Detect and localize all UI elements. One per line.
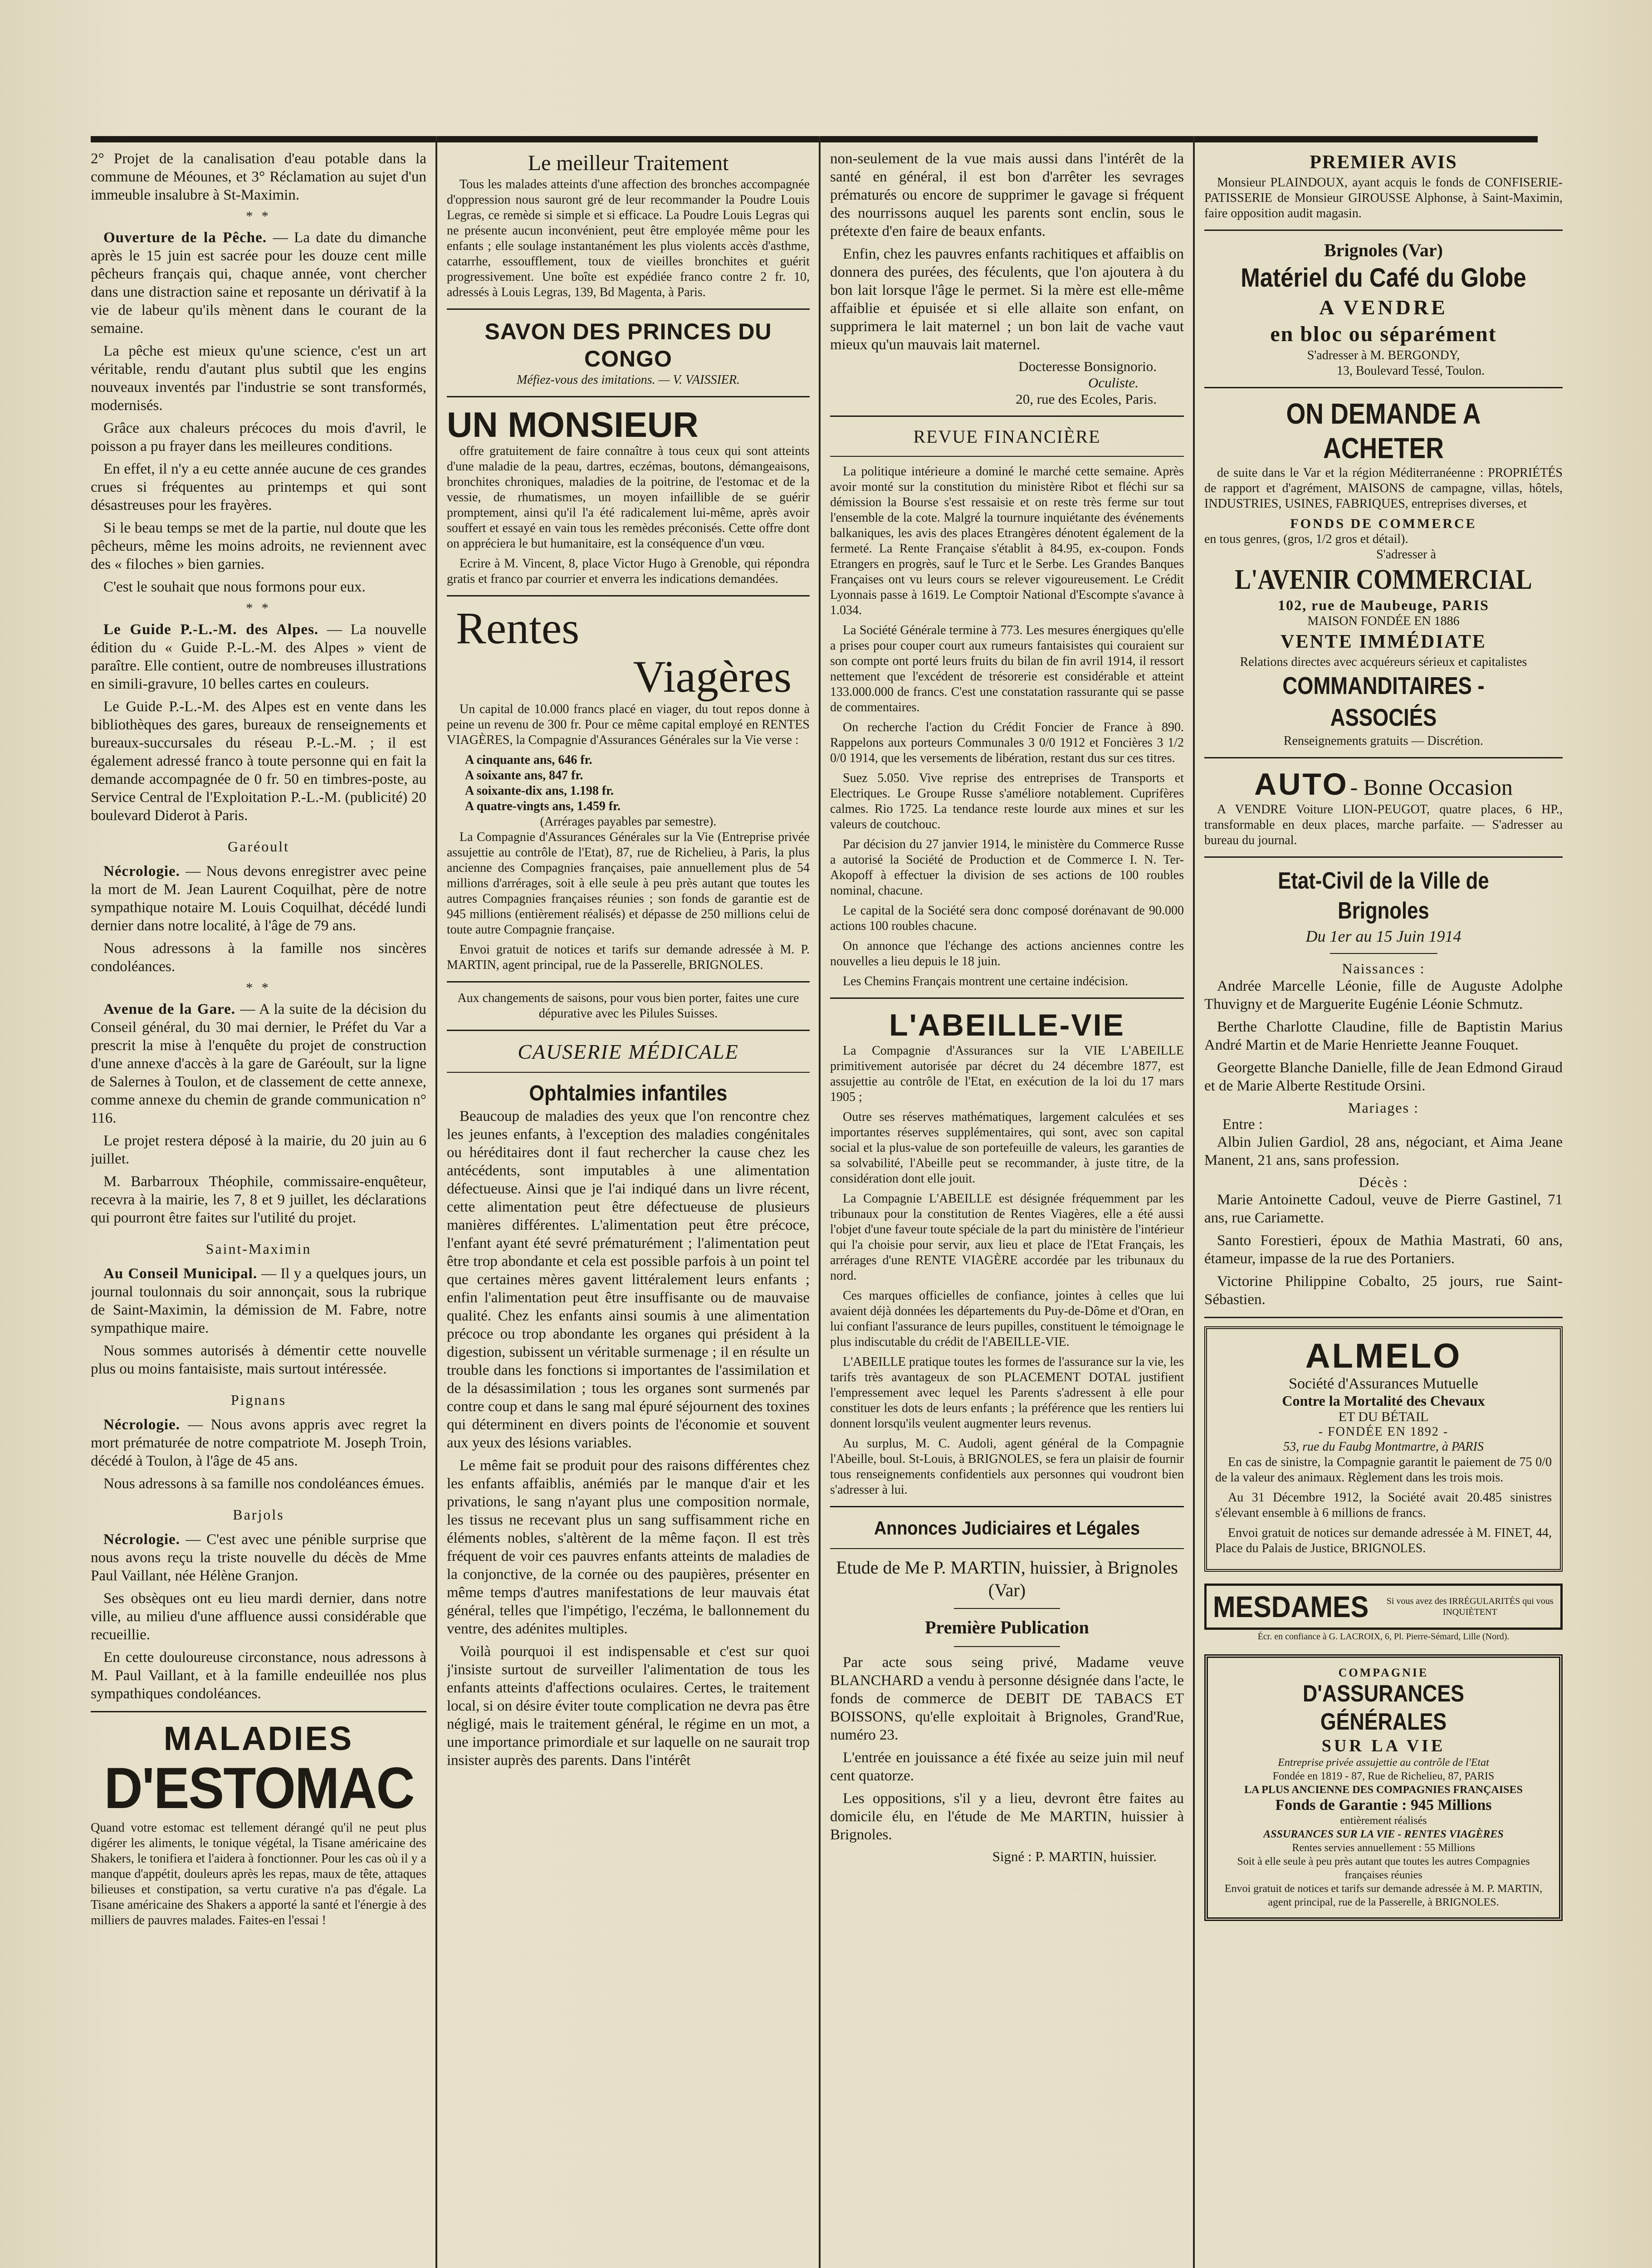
globe-bloc: en bloc ou séparément	[1270, 322, 1497, 346]
abeille-p5: L'ABEILLE pratique toutes les formes de l'assurance sur la vie, les tarifs très avantageux de son PLACEMENT DOTAL justifient l'empressement avec lequel les Parents s'adressent à elle pour constituer les dots de leurs enfants ; la préférence que les rentiers lui donnent lorsqu'ils veulent augmenter leurs revenus.	[830, 1355, 1184, 1431]
ag-title: D'ASSURANCES GÉNÉRALES	[1302, 1681, 1465, 1735]
ag-fonds: Fonds de Garantie : 945 Millions	[1275, 1797, 1492, 1813]
guide-text: — La nouvelle édition du « Guide P.-L.-M. des Alpes » vient de paraître. Elle contient, outre de nombreuses illustrations en simili-gravure, 10 belles cartes en couleurs.	[91, 621, 426, 692]
separator-stars: * *	[246, 209, 271, 224]
monsieur-contact: Ecrire à M. Vincent, 8, place Victor Hugo à Grenoble, qui répondra gratis et franco par courrier et enverra les indications demandées.	[447, 557, 810, 586]
opht-p2: Le même fait se produit pour des raisons différentes chez les enfants affaiblis, anémiés par le manque d'air et les privations, le sang n'ayant plus une composition normale, les tissus ne recevant plus un sang suffisamment riche en éléments nobles, s'altèrent de la même façon. Il est très fréquent de voir ces pauvres enfants atteints de maladies de la conjonctive, de la cornée ou des paupières, présenter en même temps d'autres manifestations de leur mauvais état général, telles que l'impétigo, l'eczéma, le ballonnement du ventre, des adénites multiples.	[447, 1457, 810, 1637]
avis-text: Monsieur PLAINDOUX, ayant acquis le fonds de CONFISERIE-PATISSERIE de Monsieur GIROUSSE Alphonse, à Saint-Maximin, faire opposition audit magasin.	[1204, 176, 1563, 220]
estomac-text: Quand votre estomac est tellement dérangé qu'il ne peut plus digérer les aliments, le tonique végétal, la Tisane américaine des Shakers, le tonifiera et l'aidera à fonctionner. Pour les cas où il y a manque d'appétit, douleurs après les repas, maux de tête, attaques bilieuses et constipation, sa vertu curative n'a pas d'égale. La Tisane américaine des Shakers a apporté la santé et l'énergie à des milliers de pauvres malades. Faites-en l'essai !	[91, 1821, 426, 1927]
opht-p3: Voilà pourquoi il est indispensable et c'est sur quoi j'insiste surtout de surveiller l'alimentation de tous les enfants atteints d'affections oculaires. Certes, le traitement local, si on désire éviter toute complication ne devra pas être négligé, mais le traitement général, le régime en un mot, a une importance primordiale et sur laquelle on ne saurait trop insister auprès des parents. Dans l'intérêt	[447, 1643, 810, 1769]
stmax-p2: Nous sommes autorisés à démentir cette nouvelle plus ou moins fantaisiste, mais surtout intéressée.	[91, 1343, 426, 1377]
rentes-title-2: Viagères	[633, 651, 792, 702]
guide-p2: Le Guide P.-L.-M. des Alpes est en vente dans les bibliothèques des gares, bureaux de renseignements et bureaux-succursales du réseau P.-L.-M. ; il est également adressé franco à toute personne qui en fait la demande accompagnée de 0 fr. 50 en timbres-poste, au Service Central de l'Exploitation P.-L.-M. (publicité) 20 boulevard Diderot à Paris.	[91, 699, 426, 824]
pignans-lead: Nécrologie.	[103, 1417, 180, 1433]
separator-stars: * *	[246, 980, 271, 995]
spacer	[1204, 1643, 1563, 1654]
rule	[447, 308, 810, 310]
annonce-p2: L'entrée en jouissance a été fixée au seize juin mil neuf cent quatorze.	[830, 1750, 1184, 1784]
etude-line: Etude de Me P. MARTIN, huissier, à Brignoles (Var)	[836, 1557, 1178, 1600]
savon-title: SAVON DES PRINCES DU CONGO	[484, 319, 772, 371]
rule	[447, 1072, 810, 1073]
publication-title: Première Publication	[925, 1617, 1089, 1637]
almelo-sub: Société d'Assurances Mutuelle	[1289, 1375, 1478, 1392]
annonce-p1: Par acte sous seing privé, Madame veuve BLANCHARD a vendu à personne désignée dans l'acte, le fonds de commerce de DEBIT DE TABACS ET BOISSONS, qu'elle exploitait à Brignoles, Grand'Rue, numéro 23.	[830, 1654, 1184, 1743]
rentes-p2: La Compagnie d'Assurances Générales sur la Vie (Entreprise privée assujettie au contrôle de l'Etat), 87, rue de Richelieu, à Paris, la plus ancienne des Compagnies françaises, paie annuellement plus de 54 millions d'arrérages, soit à elle seule à peu près autant que toutes les autres Compagnies françaises réunies ; son fonds de garantie est de 945 millions (entièrement réalisés) et dépasse de 250 millions celui de toute autre Compagnie française.	[447, 830, 810, 937]
rule	[1204, 856, 1563, 858]
top-rule	[91, 136, 1538, 142]
gare-lead: Avenue de la Gare.	[103, 1001, 236, 1017]
ag-ancienne: LA PLUS ANCIENNE DES COMPAGNIES FRANÇAISES	[1244, 1784, 1523, 1796]
rentes-title-1: Rentes	[456, 603, 580, 653]
peche-p4: En effet, il n'y a eu cette année aucune de ces grandes crues si fréquentes au printemps et qui sont désastreuses pour les frayères.	[91, 461, 426, 513]
globe-addr-2: 13, Boulevard Tessé, Toulon.	[1336, 364, 1485, 378]
legras-text: Tous les malades atteints d'une affection des bronches accompagnée d'oppression nous sauront gré de leur recommander la Poudre Louis Legras, ce remède si simple et si efficace. La Poudre Louis Legras qui ne présente aucun inconvénient, peut être employée même pour les enfants ; elle soulage instantanément les plus violents accès d'asthme, catarrhe, essoufflement, toux de vieilles bronchites et guérit progressivement. Une boîte est expédiée franco contre 2 fr. 10, adressés à Louis Legras, 139, Bd Magenta, à Paris.	[447, 177, 810, 299]
rule	[830, 1548, 1184, 1549]
estomac-title-2: D'ESTOMAC	[104, 1756, 414, 1821]
acheter-text-2: en tous genres, (gros, 1/2 gros et détail).	[1204, 532, 1408, 546]
stmax-title: Saint-Maximin	[205, 1241, 312, 1257]
stmax-paragraph	[91, 1265, 426, 1337]
naissance-entry: Andrée Marcelle Léonie, fille de Auguste Adolphe Thuvigny et de Marguerite Eugénie Léonie Schmutz.	[1204, 978, 1563, 1012]
estomac-title-1: MALADIES	[163, 1720, 354, 1757]
guide-paragraph	[91, 621, 426, 693]
deces-entry: Victorine Philippine Cobalto, 25 jours, rue Saint-Sébastien.	[1204, 1273, 1563, 1308]
auto-title: AUTO	[1254, 767, 1349, 802]
rule	[447, 396, 810, 397]
abeille-p1: La Compagnie d'Assurances sur la VIE L'ABEILLE primitivement autorisée par décret du 24 décembre 1877, est assujettie au contrôle de l'Etat, en exécution de la loi du 17 mars 1905 ;	[830, 1044, 1184, 1104]
pignans-paragraph	[91, 1416, 426, 1470]
barjols-p3: En cette douloureuse circonstance, nous adressons à M. Paul Vaillant, et à la famille endeuillée nos plus sympathiques condoléances.	[91, 1649, 426, 1702]
mariages-entre: Entre :	[1222, 1116, 1263, 1133]
column-divider-1	[435, 136, 437, 2268]
suisses-text: Aux changements de saisons, pour vous bien porter, faites une cure dépurative avec les Pilules Suisses.	[457, 991, 799, 1021]
mesdames-title: MESDAMES	[1213, 1590, 1369, 1623]
rule	[1330, 953, 1437, 954]
separator-stars: * *	[246, 601, 271, 616]
rule	[1204, 757, 1563, 758]
rule	[447, 981, 810, 982]
deces-entry: Marie Antoinette Cadoul, veuve de Pierre Gastinel, 71 ans, rue Cariamette.	[1204, 1192, 1563, 1226]
mesdames-side: Si vous avez des IRRÉGULARITÉS qui vous INQUIÈTENT	[1386, 1596, 1554, 1617]
almelo-ad	[1204, 1326, 1563, 1572]
rentes-row: A soixante ans, 847 fr.	[465, 768, 583, 782]
abeille-p3: La Compagnie L'ABEILLE est désignée fréquemment par les tribunaux pour la constitution de Rentes Viagères, elle a été aussi l'objet d'une faveur toute spéciale de la part du ministère de l'intérieur qui l'a choisie pour servir, aux lieu et place de l'Etat Français, les arrérages d'une RENTE VIAGÈRE accordée par les tribunaux du nord.	[830, 1192, 1184, 1283]
pignans-text: — Nous avons appris avec regret la mort prématurée de notre compatriote M. Joseph Troin, décédé à Toulon, à l'âge de 45 ans.	[91, 1417, 426, 1469]
opht-sig-2: Oculiste.	[1088, 375, 1139, 391]
ag-assurances: ASSURANCES SUR LA VIE - RENTES VIAGÈRES	[1263, 1828, 1504, 1840]
monsieur-text: offre gratuitement de faire connaître à tous ceux qui sont atteints d'une maladie de la peau, dartres, eczémas, boutons, démangeaisons, bronchites chroniques, maladies de la poitrine, de l'estomac et de la vessie, de rhumatismes, un moyen infaillible de se guérir promptement, ainsi qu'il l'a été radicalement lui-même, après avoir souffert et essayé en vain tous les remèdes préconisés. Cette offre dont on appréciera le but humanitaire, est la conséquence d'un vœu.	[447, 444, 810, 551]
gareoult-paragraph	[91, 862, 426, 935]
ag-vie: SUR LA VIE	[1321, 1736, 1446, 1755]
ag-envoi: Envoi gratuit de notices et tarifs sur demande adressée à M. P. MARTIN, agent principal, rue de la Passerelle, à BRIGNOLES.	[1224, 1883, 1543, 1908]
almelo-p2: Au 31 Décembre 1912, la Société avait 20.485 sinistres s'élevant ensemble à 6 millions de francs.	[1215, 1491, 1552, 1520]
rule	[830, 1506, 1184, 1507]
naissance-entry: Georgette Blanche Danielle, fille de Jean Edmond Giraud et de Marie Alberte Restitude Orsini.	[1204, 1060, 1563, 1094]
annonces-title: Annonces Judiciaires et Légales	[874, 1517, 1140, 1539]
revue-p7: On annonce que l'échange des actions anciennes contre les nouvelles a lieu depuis le 18 juin.	[830, 939, 1184, 968]
rule	[1204, 230, 1563, 231]
column-divider-3	[1193, 136, 1195, 2268]
revue-p1: La politique intérieure a dominé le marché cette semaine. Après avoir monté sur la constitution du ministère Ribot et fléchi sur sa démission la Bourse s'est ressaisie et on reste très ferme sur tout l'ensemble de la cote. Malgré la tournure inquiétante des événements balkaniques, les avis des places Etrangères dénotent également de la fermeté. La Rente Française s'établit à 84.95, ex-coupon. Fonds Etrangers en progrès, sauf le Turc et le Serbe. Les Grandes Banques Françaises ont vu leurs cours se relever vigoureusement. Le Crédit Lyonnais passe à 1619. Le Comptoir National d'Escompte s'avance à 1.034.	[830, 464, 1184, 617]
column-divider-2	[819, 136, 821, 2268]
globe-vendre: A VENDRE	[1319, 296, 1448, 319]
ag-fondee: Fondée en 1819 - 87, Rue de Richelieu, 87, PARIS	[1272, 1770, 1495, 1782]
rule	[830, 997, 1184, 999]
barjols-text: — C'est avec une pénible surprise que nous avons reçu la triste nouvelle du décès de Mme Paul Vaillant, née Hélène Granjon.	[91, 1531, 426, 1584]
gare-text: — A la suite de la décision du Conseil général, du 30 mai dernier, le Préfet du Var a prescrit la mise à l'enquête du projet de construction d'une annexe d'accès à la gare de Garéoult, sur la ligne de Salernes à Toulon, et de classement de cette annexe, comme annexe du chemin de grande communication n° 116.	[91, 1001, 426, 1126]
peche-lead: Ouverture de la Pêche.	[103, 230, 267, 246]
opht-p1: Beaucoup de maladies des yeux que l'on rencontre chez les jeunes enfants, à l'exception des maladies congénitales ou héréditaires dont il faut rechercher la cause chez les antécédents, sont imputables à une alimentation défectueuse. Ainsi que je l'ai indiqué dans un livre récent, cette alimentation peut être défectueuse de plusieurs manières différentes. L'alimentation peut être précoce, l'enfant ayant été sevré prématurément ; l'alimentation peut être trop abondante et cela est possible parfois à un point tel que certaines mères gavent littéralement leurs enfants ; enfin l'alimentation peut être insuffisante ou de mauvaise qualité. Chez les enfants ainsi soumis à une alimentation précoce ou trop abondante les organes qui président à la digestion, subissent un véritable surmenage ; il en résulte un trouble dans les fonctions si importantes de l'assimilation et de la désassimilation ; tous les organes sont surmenés par contre coup et dans le sang mal épuré séjournent des toxines qui déterminent en divers points de l'économie et souvent aux yeux des lésions variables.	[447, 1108, 810, 1451]
estomac-ad	[91, 1721, 426, 1928]
revue-p5: Par décision du 27 janvier 1914, le ministère du Commerce Russe a autorisé la Société de Production et de Commerce I. N. Ter-Akopoff à effectuer la division de ses actions de 100 roubles nominal, chacune.	[830, 837, 1184, 898]
rule	[447, 1030, 810, 1031]
avenir-vente: VENTE IMMÉDIATE	[1281, 631, 1486, 652]
revue-title: REVUE FINANCIÈRE	[913, 426, 1101, 447]
acheter-text: de suite dans le Var et la région Méditerranéenne : PROPRIÉTÉS de rapport et d'agrément, MAISONS de campagne, villas, hôtels, INDUSTRIES, USINES, FABRIQUES, entreprises diverses, et	[1204, 466, 1563, 511]
peche-p6: C'est le souhait que nous formons pour eux.	[103, 579, 366, 595]
ag-compagnie: COMPAGNIE	[1338, 1666, 1429, 1679]
rule	[91, 1711, 426, 1712]
rentes-row: A cinquante ans, 646 fr.	[465, 753, 592, 767]
avis-title: PREMIER AVIS	[1310, 152, 1457, 173]
gare-paragraph	[91, 1000, 426, 1127]
rule	[447, 595, 810, 596]
rule	[1204, 387, 1563, 388]
almelo-p3: Envoi gratuit de notices sur demande adressée à M. FINET, 44, Place du Palais de Justice, BRIGNOLES.	[1215, 1526, 1552, 1555]
globe-city: Brignoles (Var)	[1324, 240, 1443, 260]
gare-p3: M. Barbarroux Théophile, commissaire-enquêteur, recevra à la mairie, les 7, 8 et 9 juillet, les déclarations qui pourront être faites sur l'utilité du projet.	[91, 1173, 426, 1226]
globe-title: Matériel du Café du Globe	[1241, 263, 1526, 293]
globe-addr-1: S'adresser à M. BERGONDY,	[1307, 348, 1460, 362]
legras-title: Le meilleur Traitement	[528, 151, 729, 175]
commandit-sub: Renseignements gratuits — Discrétion.	[1283, 734, 1484, 748]
rule	[1204, 1317, 1563, 1318]
peche-p5: Si le beau temps se met de la partie, nul doute que les pêcheurs, même les moins adroits, ne reviennent avec des « filoches » bien garnies.	[91, 520, 426, 572]
intro-item: 2° Projet de la canalisation d'eau potable dans la commune de Méounes, et 3° Réclamation au sujet d'un immeuble insalubre à St-Maximin.	[91, 151, 426, 203]
annonce-p3: Les oppositions, s'il y a lieu, devront être faites au domicile élu, en l'étude de Me MARTIN, huissier à Brignoles.	[830, 1790, 1184, 1843]
almelo-title: ALMELO	[1305, 1337, 1462, 1375]
acheter-title: ON DEMANDE A ACHETER	[1286, 397, 1481, 464]
barjols-title: Barjols	[233, 1506, 284, 1523]
revue-p6: Le capital de la Société sera donc composé dorénavant de 90.000 actions 100 roubles chacune.	[830, 904, 1184, 933]
avenir-title: L'AVENIR COMMERCIAL	[1235, 564, 1532, 595]
rule	[830, 456, 1184, 457]
almelo-betail: ET DU BÉTAIL	[1338, 1409, 1429, 1424]
revue-p2: La Société Générale termine à 773. Les mesures énergiques qu'elle a prises pour couper court aux rumeurs fantaisistes qui couraient sur son compte ont porté leurs fruits du bilan de fin avril 1914, il ressort nettement que l'excédent de trésorerie est considérable et atteint 133.000.000 de francs. C'est une constatation rassurante qui se passe de commentaires.	[830, 623, 1184, 714]
commandit-title: COMMANDITAIRES - ASSOCIÉS	[1282, 672, 1485, 731]
mesdames-sub: Écr. en confiance à G. LACROIX, 6, Pl. Pierre-Sémard, Lille (Nord).	[1257, 1632, 1510, 1642]
peche-p3: Grâce aux chaleurs précoces du mois d'avril, le poisson a pu frayer dans les meilleures conditions.	[91, 420, 426, 455]
almelo-fondee: - FONDÉE EN 1892 -	[1318, 1425, 1449, 1439]
column-4	[1204, 150, 1563, 1921]
gareoult-lead: Nécrologie.	[103, 863, 180, 880]
opht-cont-1: non-seulement de la vue mais aussi dans l'intérêt de la santé en général, il est bon d'arrêter les sevrages prématurés ou encore de supprimer le gavage si fréquent des nourrissons auquel les parents sont enclin, sous le prétexte d'en faire de beaux enfants.	[830, 151, 1184, 240]
naissance-entry: Berthe Charlotte Claudine, fille de Baptistin Marius André Martin et de Marie Henriette Jeanne Fouquet.	[1204, 1019, 1563, 1053]
avenir-maison: MAISON FONDÉE EN 1886	[1307, 614, 1460, 628]
peche-paragraph	[91, 229, 426, 337]
abeille-p6: Au surplus, M. C. Audoli, agent général de la Compagnie l'Abeille, boul. St-Louis, à BRIGNOLES, se fera un plaisir de fournir tous renseignements confidentiels aux personnes qui voudront bien s'adresser à lui.	[830, 1437, 1184, 1497]
auto-sub: - Bonne Occasion	[1350, 774, 1513, 800]
barjols-lead: Nécrologie.	[103, 1531, 180, 1548]
barjols-paragraph	[91, 1530, 426, 1585]
pignans-p2: Nous adressons à sa famille nos condoléances émues.	[103, 1476, 425, 1492]
rentes-note: (Arrérages payables par semestre).	[540, 815, 717, 829]
opht-sig-3: 20, rue des Ecoles, Paris.	[1016, 391, 1157, 407]
pignans-title: Pignans	[230, 1392, 287, 1408]
barjols-p2: Ses obsèques ont eu lieu mardi dernier, dans notre ville, au milieu d'une affluence aussi considérable que recueillie.	[91, 1590, 426, 1643]
abeille-p4: Ces marques officielles de confiance, jointes à celles que lui avaient déjà données les départements du Puy-de-Dôme et d'Oran, en lui confiant l'assurance de leurs pupilles, constituent le témoignage le plus indiscutable du crédit de l'ABEILLE-VIE.	[830, 1289, 1184, 1349]
column-3	[830, 150, 1184, 1865]
almelo-p1: En cas de sinistre, la Compagnie garantit le paiement de 75 0/0 de la valeur des animaux. Règlement dans les trois mois.	[1215, 1455, 1552, 1485]
stmax-lead: Au Conseil Municipal.	[103, 1266, 258, 1282]
rentes-p3: Envoi gratuit de notices et tarifs sur demande adressée à M. P. MARTIN, agent principal, rue de la Passerelle, BRIGNOLES.	[447, 943, 810, 972]
almelo-addr: 53, rue du Faubg Montmartre, à PARIS	[1283, 1440, 1484, 1454]
acheter-adresser: S'adresser à	[1376, 547, 1436, 562]
etat-dates: Du 1er au 15 Juin 1914	[1305, 927, 1461, 945]
abeille-title: L'ABEILLE-VIE	[889, 1008, 1125, 1042]
gareoult-p2: Nous adressons à la famille nos sincères condoléances.	[91, 940, 426, 975]
rentes-row: A quatre-vingts ans, 1.459 fr.	[465, 799, 621, 813]
annonce-signature: Signé : P. MARTIN, huissier.	[992, 1848, 1157, 1864]
gareoult-title: Garéoult	[228, 838, 289, 855]
stmax-text: — Il y a quelques jours, un journal toulonnais du soir annonçait, sous la rubrique de Saint-Maximin, la démission de M. Fabre, notre sympathique maire.	[91, 1266, 426, 1336]
mesdames-ad	[1204, 1584, 1563, 1630]
ag-rentes: Rentes servies annuellement : 55 Millions	[1292, 1842, 1475, 1854]
savon-sub: Méfiez-vous des imitations. — V. VAISSIER.	[517, 373, 740, 387]
rule	[954, 1646, 1060, 1647]
ag-assuj: Entreprise privée assujettie au contrôle de l'Etat	[1278, 1757, 1489, 1769]
gareoult-text: — Nous devons enregistrer avec peine la mort de M. Jean Laurent Coquilhat, père de notre sympathique notaire M. Louis Coquilhat, décédé lundi dernier dans notre localité, à l'âge de 79 ans.	[91, 863, 426, 934]
ag-soit: Soit à elle seule à peu près autant que toutes les autres Compagnies françaises réunies	[1237, 1856, 1530, 1881]
etat-title: Etat-Civil de la Ville de Brignoles	[1278, 868, 1489, 924]
deces-title: Décès :	[1359, 1174, 1408, 1190]
peche-text: — La date du dimanche après le 15 juin est sacrée pour les douze cent mille pêcheurs français qui, chaque année, vont chercher dans une distraction saine et reposante un dérivatif à la vie de labeur qu'ils mènent dans le courant de la semaine.	[91, 230, 426, 337]
peche-p2: La pêche est mieux qu'une science, c'est un art véritable, rendu d'autant plus subtil que les engins nouveaux inventés par l'industrie se sont transformés, modernisés.	[91, 343, 426, 414]
revue-p8: Les Chemins Français montrent une certaine indécision.	[843, 974, 1129, 988]
avenir-relations: Relations directes avec acquéreurs sérieux et capitalistes	[1240, 655, 1527, 669]
mariages-title: Mariages :	[1348, 1100, 1419, 1116]
monsieur-title: UN MONSIEUR	[447, 405, 699, 445]
opht-sig-1: Docteresse Bonsignorio.	[1018, 358, 1157, 374]
mariage-entry: Albin Julien Gardiol, 28 ans, négociant, et Aima Jeane Manent, 21 ans, sans profession.	[1204, 1134, 1563, 1168]
column-1	[91, 150, 426, 1933]
naissances-title: Naissances :	[1342, 960, 1425, 977]
opht-cont-2: Enfin, chez les pauvres enfants rachitiques et affaiblis on donnera des purées, des féculents, que l'on ajoutera à du bon lait lorsque l'âge le permet. Si la mère est elle-même affaiblie et épuisée et si elle allaite son enfant, on supprimera le lait maternel ; un bon lait de vache vaut mieux qu'un mauvais lait maternel.	[830, 246, 1184, 353]
avenir-addr: 102, rue de Maubeuge, PARIS	[1278, 597, 1489, 613]
guide-lead: Le Guide P.-L.-M. des Alpes.	[103, 621, 319, 638]
auto-text: A VENDRE Voiture LION-PEUGOT, quatre places, 6 HP., transformable en deux places, marche parfaite. — S'adresser au bureau du journal.	[1204, 802, 1563, 847]
revue-p4: Suez 5.050. Vive reprise des entreprises de Transports et Electriques. Le Groupe Russe s'améliore notablement. Cuprifères calmes. Rio 1725. La tendance reste lourde aux mines et sur les valeurs de coutchouc.	[830, 771, 1184, 831]
rule	[954, 1608, 1060, 1609]
revue-p3: On recherche l'action du Crédit Foncier de France à 890. Rappelons aux porteurs Communales 3 0/0 1912 et Foncières 3 1/2 0/0 1914, que les versements de libération, restant dus sur ces titres.	[830, 720, 1184, 765]
abeille-p2: Outre ses réserves mathématiques, largement calculées et ses importantes réserves supplémentaires, qui sont, avec son capital social et la plus-value de son portefeuille de valeurs, les garanties de sa solvabilité, l'Abeille peut se recommander, à juste titre, de la considération dont elle jouit.	[830, 1110, 1184, 1186]
rentes-intro: Un capital de 10.000 francs placé en viager, du tout repos donne à peine un revenu de 300 fr. Pour ce même capital employé en RENTES VIAGÈRES, la Compagnie d'Assurances Générales sur la Vie verse :	[447, 702, 810, 747]
rentes-row: A soixante-dix ans, 1.198 fr.	[465, 784, 614, 798]
acheter-fonds: FONDS DE COMMERCE	[1290, 516, 1477, 531]
deces-entry: Santo Forestieri, époux de Mathia Mastrati, 60 ans, étameur, impasse de la rue des Portaniers.	[1204, 1232, 1563, 1267]
ag-ad	[1204, 1654, 1563, 1921]
column-2	[447, 150, 810, 1774]
rule	[830, 415, 1184, 417]
almelo-contre: Contre la Mortalité des Chevaux	[1282, 1393, 1485, 1409]
opht-title: Ophtalmies infantiles	[529, 1081, 728, 1105]
causerie-title: CAUSERIE MÉDICALE	[518, 1040, 739, 1063]
gare-p2: Le projet restera déposé à la mairie, du 20 juin au 6 juillet.	[91, 1133, 426, 1167]
ag-fonds-sub: entièrement réalisés	[1340, 1815, 1427, 1827]
spacer	[1204, 1572, 1563, 1584]
auto-heading	[1204, 767, 1563, 802]
